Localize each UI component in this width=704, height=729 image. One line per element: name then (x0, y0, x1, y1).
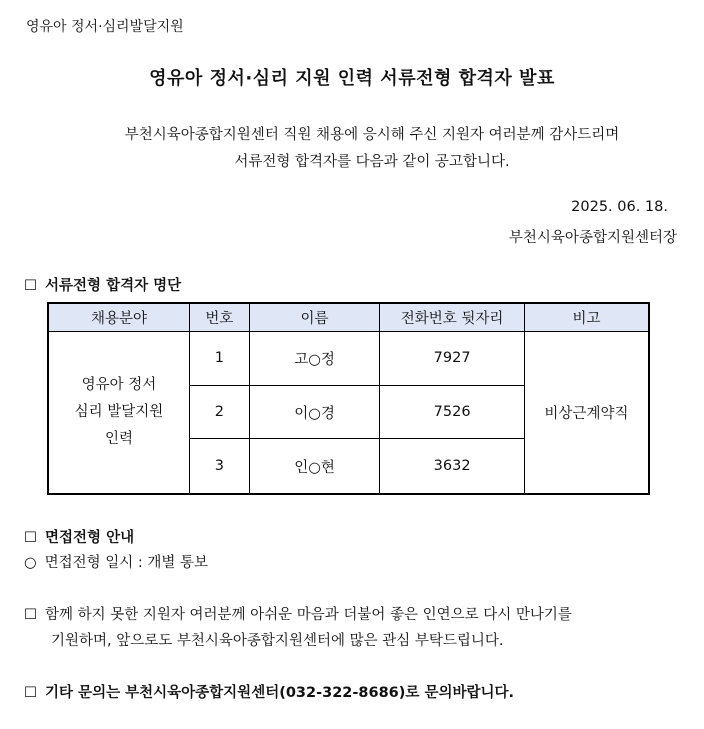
checkbox-square-icon: ☐ (24, 685, 37, 701)
column-header: 전화번호 뒷자리 (380, 303, 525, 332)
checkbox-square-icon: ☐ (24, 607, 37, 623)
page-title: 영유아 정서·심리 지원 인력 서류전형 합격자 발표 (149, 68, 555, 89)
number-cell: 3 (189, 439, 249, 494)
number-cell: 2 (189, 385, 249, 439)
field-line: 심리 발달지원 (74, 404, 164, 420)
section-passers-heading (24, 274, 181, 295)
interview-item-text: 면접전형 일시 : 개별 통보 (44, 555, 209, 571)
field-line: 인력 (104, 431, 133, 447)
interview-item (24, 551, 208, 572)
table-row (48, 332, 649, 386)
intro-paragraph (40, 122, 704, 176)
section-interview-heading (24, 526, 134, 547)
checkbox-square-icon: ☐ (24, 278, 37, 294)
intro-line-1: 부천시육아종합지원센터 직원 채용에 응시해 주신 지원자 여러분께 감사드리며 (124, 127, 620, 143)
table-header-row (48, 303, 649, 332)
phone-cell: 3632 (380, 439, 525, 494)
passers-table (47, 302, 650, 495)
column-header: 이름 (249, 303, 380, 332)
contact-info (24, 681, 514, 702)
name-cell: 이○경 (249, 385, 380, 439)
number-cell: 1 (189, 332, 249, 386)
remark-cell: 비상근계약직 (524, 332, 649, 495)
field-line: 영유아 정서 (81, 377, 157, 393)
column-header: 채용분야 (48, 303, 189, 332)
section-passers-title: 서류전형 합격자 명단 (45, 278, 182, 294)
column-header: 비고 (524, 303, 649, 332)
column-header: 번호 (189, 303, 249, 332)
closing-line-1: 함께 하지 못한 지원자 여러분께 아쉬운 마음과 더불어 좋은 인연으로 다시 만나기를 (45, 607, 572, 623)
section-interview-title: 면접전형 안내 (45, 530, 135, 546)
recruitment-field-cell (48, 332, 189, 495)
circle-bullet-icon: ○ (24, 555, 37, 571)
name-cell: 인○현 (249, 439, 380, 494)
contact-text: 기타 문의는 부천시육아종합지원센터(032-322-8686)로 문의바랍니다. (45, 685, 514, 701)
header-tag: 영유아 정서·심리발달지원 (26, 19, 184, 35)
checkbox-square-icon: ☐ (24, 530, 37, 546)
phone-cell: 7927 (380, 332, 525, 386)
intro-line-2: 서류전형 합격자를 다음과 같이 공고합니다. (234, 154, 510, 170)
name-cell: 고○정 (249, 332, 380, 386)
closing-line-2: 기원하며, 앞으로도 부천시육아종합지원센터에 많은 관심 부탁드립니다. (51, 633, 504, 649)
closing-note (24, 602, 572, 654)
phone-cell: 7526 (380, 385, 525, 439)
announcement-date: 2025. 06. 18. (571, 199, 668, 215)
organization-name: 부천시육아종합지원센터장 (508, 230, 677, 246)
